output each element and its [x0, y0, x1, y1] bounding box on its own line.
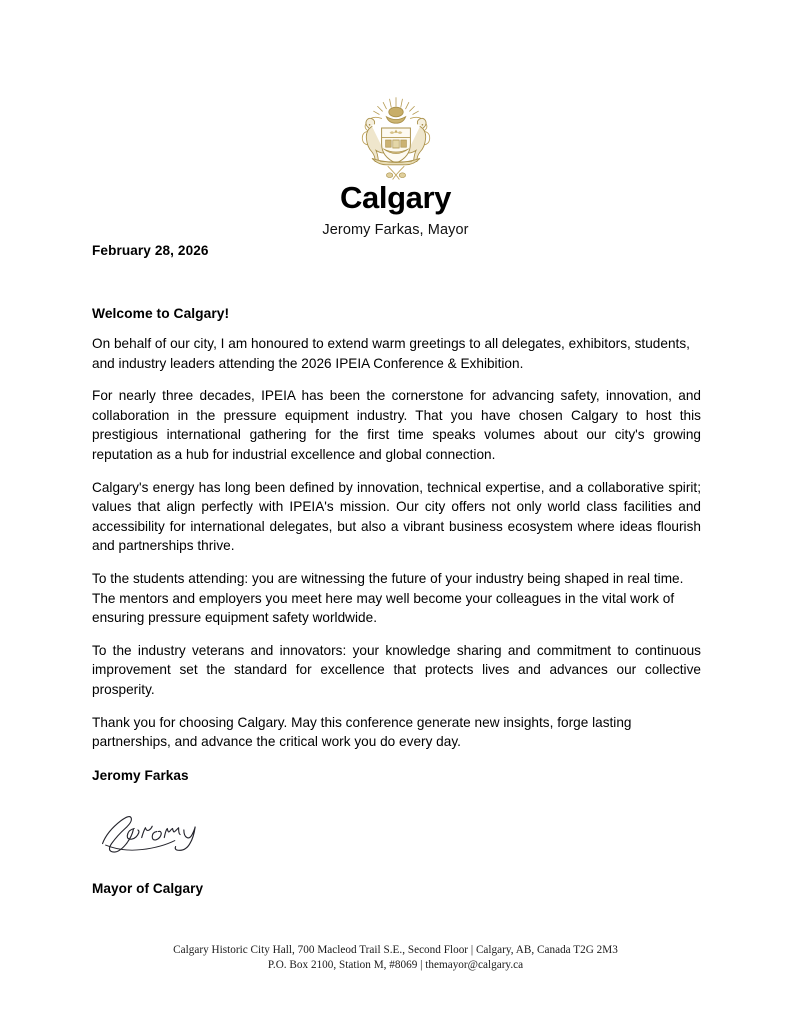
mayor-name-title: Jeromy Farkas, Mayor	[322, 221, 469, 238]
footer-contact-line: P.O. Box 2100, Station M, #8069 | themayor@calgary.ca	[267, 959, 524, 971]
letter-paragraph-2: For nearly three decades, IPEIA has been the cornerstone for advancing safety, innovation, and collaboration in the pressure equipment industry. That you have chosen Calgary to host this prestigious international gathering for the first time speaks volumes about our city's growing reputation as a hub for industrial excellence and global connection.	[92, 388, 701, 462]
letter-paragraph-1: On behalf of our city, I am honoured to extend warm greetings to all delegates, exhibitors, students, and industry leaders attending the 2026 IPEIA Conference & Exhibition.	[92, 336, 690, 371]
signature-title: Mayor of Calgary	[92, 880, 204, 896]
handwritten-signature-icon	[92, 799, 220, 861]
page-footer	[0, 943, 791, 973]
footer-address-line: Calgary Historic City Hall, 700 Macleod Trail S.E., Second Floor | Calgary, AB, Canada T2G 2M3	[173, 944, 618, 956]
signature-block	[92, 799, 701, 873]
letter-paragraph-3: Calgary's energy has long been defined by innovation, technical expertise, and a collaborative spirit; values that align perfectly with IPEIA's mission. Our city offers not only world class facilities and accessibility for international delegates, but also a vibrant business ecosystem where ideas flourish and partnerships thrive.	[92, 479, 701, 554]
letterhead	[0, 0, 791, 238]
letter-paragraph-4: To the students attending: you are witnessing the future of your industry being shaped in real time. The mentors and employers you meet here may well become your colleagues in the vital work of ensuring pressure equipment safety worldwide.	[92, 570, 684, 626]
letter-salutation: Welcome to Calgary!	[92, 306, 230, 321]
letter-date: February 28, 2026	[92, 243, 209, 258]
letter-paragraph-5: To the industry veterans and innovators: your knowledge sharing and commitment to continuous improvement set the standard for excellence that protects lives and advances our collective prosperity.	[92, 642, 701, 697]
calgary-wordmark: Calgary	[340, 180, 451, 215]
letter-paragraph-6: Thank you for choosing Calgary. May this conference generate new insights, forge lasting partnerships, and advance the critical work you do every day.	[92, 714, 632, 750]
letter-body	[92, 243, 701, 896]
signoff-name: Jeromy Farkas	[92, 767, 189, 783]
calgary-coat-of-arms-icon	[348, 96, 444, 180]
